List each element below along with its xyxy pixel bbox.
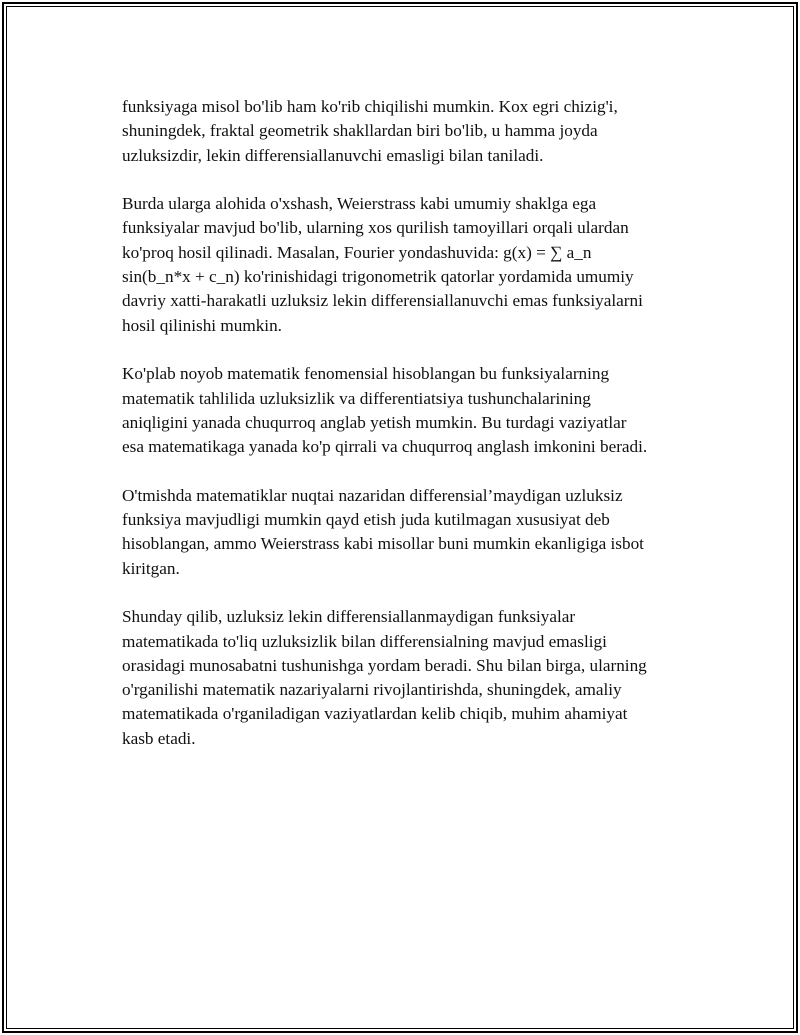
page-body-text bbox=[122, 95, 694, 775]
paragraph-5: Shunday qilib, uzluksiz lekin differensiallanmaydigan funksiyalar matematikada to'liq uzluksizlik bilan differensialning mavjud emasligi orasidagi munosabatni tushunishga yordam beradi. Shu bilan birga, ularning o'rganilishi matematik nazariyalarni rivojlantirishda, shuningdek, amaliy matematikada o'rganiladigan vaziyatlardan kelib chiqib, muhim ahamiyat kasb etadi. bbox=[122, 607, 647, 748]
paragraph-4: O'tmishda matematiklar nuqtai nazaridan differensial’maydigan uzluksiz funksiya mavjudligi mumkin qayd etish juda kutilmagan xususiyat deb hisoblangan, ammo Weierstrass kabi misollar buni mumkin ekanligiga isbot kiritgan. bbox=[122, 485, 644, 578]
paragraph-3: Ko'plab noyob matematik fenomensial hisoblangan bu funksiyalarning matematik tahlilida uzluksizlik va differentiatsiya tushunchalarining aniqligini yanada chuqurroq anglab yetish mumkin. Bu turdagi vaziyatlar esa matematikaga yanada ko'p qirrali va chuqurroq anglash imkonini beradi. bbox=[122, 364, 648, 457]
paragraph-2: Burda ularga alohida o'xshash, Weierstrass kabi umumiy shaklga ega funksiyalar mavjud bo'lib, ularning xos qurilish tamoyillari orqali ulardan ko'proq hosil qilinadi. Masalan, Fourier yondashuvida: g(x) = ∑ a_n sin(b_n*x + c_n) ko'rinishidagi trigonometrik qatorlar yordamida umumiy davriy xatti-harakatli uzluksiz lekin differensiallanuvchi emas funksiyalarni hosil qilinishi mumkin. bbox=[122, 194, 643, 335]
paragraph-1: funksiyaga misol bo'lib ham ko'rib chiqilishi mumkin. Kox egri chizig'i, shuningdek, fraktal geometrik shakllardan biri bo'lib, u hamma joyda uzluksizdir, lekin differensiallanuvchi emasligi bilan taniladi. bbox=[122, 97, 618, 165]
document-page bbox=[2, 2, 798, 1033]
